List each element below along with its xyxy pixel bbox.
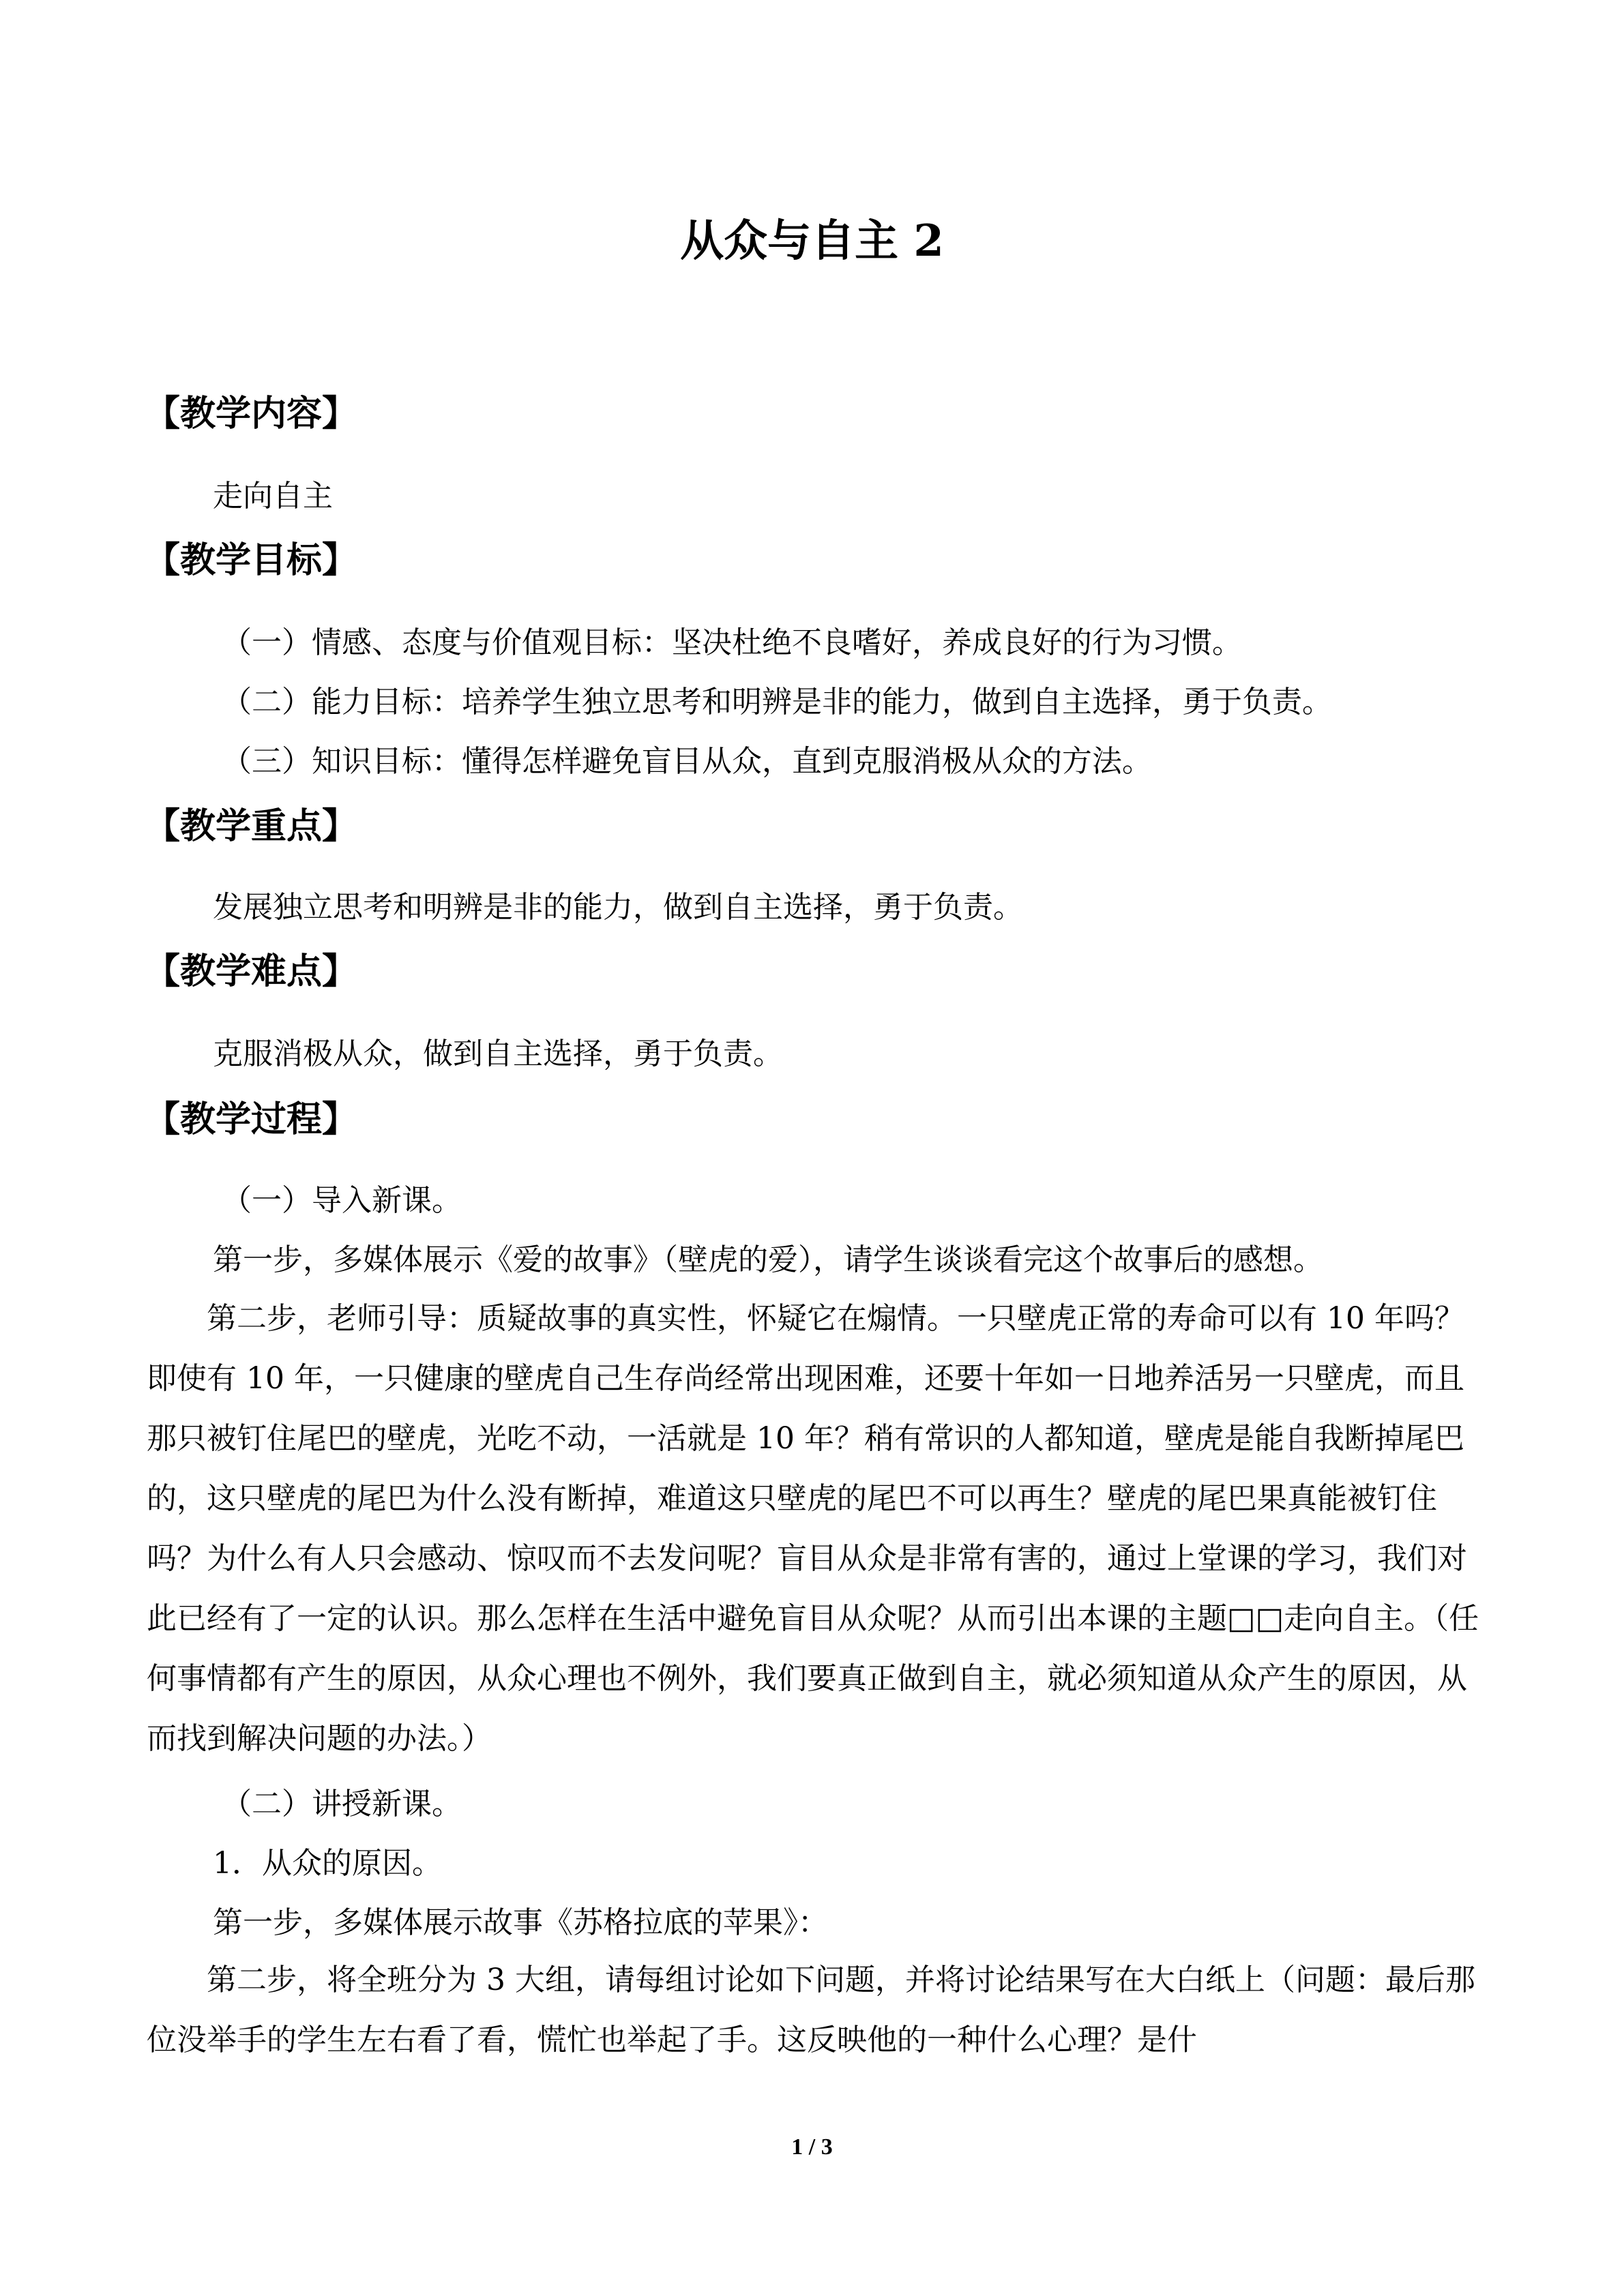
section-heading-difficulties: 【教学难点】 xyxy=(145,951,358,992)
section-heading-process: 【教学过程】 xyxy=(145,1099,358,1140)
process-paragraph: 第二步，老师引导：质疑故事的真实性，怀疑它在煽情。一只壁虎正常的寿命可以有 10 年吗？即使有 10 年，一只健康的壁虎自己生存尚经常出现困难，还要十年如一日地养活另一只壁虎，而且那只被钉住尾巴的壁虎，光吃不动，一活就是 10 年？稍有常识的人都知道，壁虎是能自我断掉尾巴的，这只壁虎的尾巴为什么没有断掉，难道这只壁虎的尾巴不可以再生？壁虎的尾巴果真能被钉住吗？为什么有人只会感动、惊叹而不去发问呢？盲目从众是非常有害的，通过上堂课的学习，我们对此已经有了一定的认识。那么怎样在生活中避免盲目从众呢？从而引出本课的主题□□走向自主。（任何事情都有产生的原因，从众心理也不例外，我们要真正做到自主，就必须知道从众产生的原因，从而找到解决问题的办法。） xyxy=(147,1301,1479,1756)
content-text: 走向自主 xyxy=(213,479,333,513)
process-step: （一）导入新课。 xyxy=(222,1183,462,1218)
process-step: 第一步，多媒体展示《爱的故事》（壁虎的爱），请学生谈谈看完这个故事后的感想。 xyxy=(213,1242,1323,1277)
objective-item: （一）情感、态度与价值观目标：坚决杜绝不良嗜好，养成良好的行为习惯。 xyxy=(222,625,1242,660)
key-points-text: 发展独立思考和明辨是非的能力，做到自主选择，勇于负责。 xyxy=(213,890,1023,925)
section-heading-objectives: 【教学目标】 xyxy=(145,539,358,581)
process-paragraph-last: 第二步，将全班分为 3 大组，请每组讨论如下问题，并将讨论结果写在大白纸上（问题：最后那位没举手的学生左右看了看，慌忙也举起了手。这反映他的一种什么心理？是什 xyxy=(147,1963,1475,2057)
document-title: 从众与自主 2 xyxy=(680,215,944,267)
objective-item: （三）知识目标：懂得怎样避免盲目从众，直到克服消极从众的方法。 xyxy=(222,744,1152,779)
objective-item: （二）能力目标：培养学生独立思考和明辨是非的能力，做到自主选择，勇于负责。 xyxy=(222,685,1332,719)
section-heading-key-points: 【教学重点】 xyxy=(145,805,358,847)
difficulties-text: 克服消极从众，做到自主选择，勇于负责。 xyxy=(213,1037,783,1071)
process-step: 第一步，多媒体展示故事《苏格拉底的苹果》： xyxy=(213,1905,828,1940)
section-heading-content: 【教学内容】 xyxy=(145,393,358,434)
process-step: 1．从众的原因。 xyxy=(213,1846,442,1881)
process-step: （二）讲授新课。 xyxy=(222,1787,462,1821)
page-number: 1 / 3 xyxy=(791,2134,833,2160)
